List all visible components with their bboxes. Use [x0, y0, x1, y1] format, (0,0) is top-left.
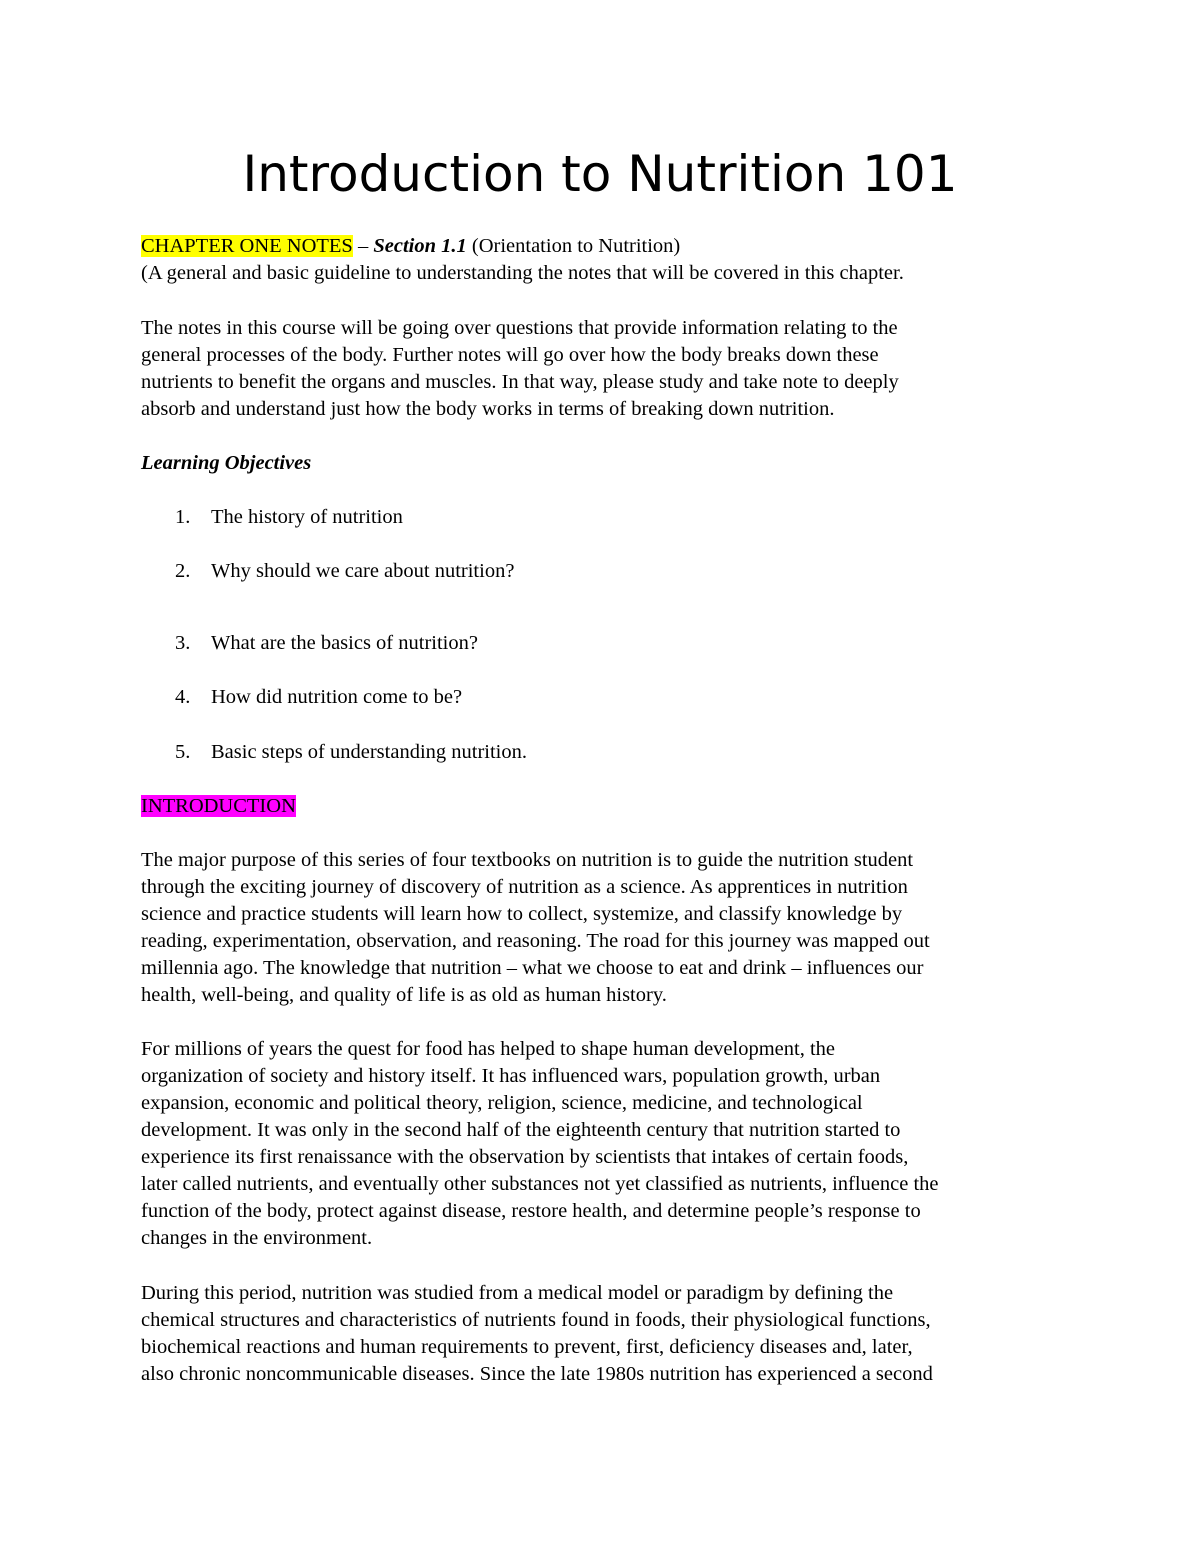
paragraph-line: The major purpose of this series of four textbooks on nutrition is to guide the nutrition student [141, 849, 914, 871]
paragraph-line: For millions of years the quest for food has helped to shape human development, the [141, 1038, 835, 1060]
introduction-paragraph-1 [141, 847, 1071, 1009]
paragraph-line: development. It was only in the second half of the eighteenth century that nutrition started to [141, 1119, 901, 1141]
paragraph-line: reading, experimentation, observation, and reasoning. The road for this journey was mapped out [141, 930, 930, 952]
list-text: The history of nutrition [211, 506, 403, 528]
chapter-line [141, 233, 1071, 260]
paragraph-line: experience its first renaissance with the observation by scientists that intakes of certain foods, [141, 1146, 909, 1168]
paragraph-line: function of the body, protect against disease, restore health, and determine people’s response to [141, 1200, 921, 1222]
chapter-subtitle: (A general and basic guideline to understanding the notes that will be covered in this chapter. [141, 262, 904, 284]
page-title: Introduction to Nutrition 101 [242, 145, 958, 203]
introduction-label: INTRODUCTION [141, 795, 296, 817]
introduction-paragraph-2 [141, 1036, 1071, 1252]
list-number: 5. [175, 741, 191, 763]
list-text: Why should we care about nutrition? [211, 560, 515, 582]
paragraph-line: absorb and understand just how the body works in terms of breaking down nutrition. [141, 398, 835, 420]
paragraph-line: organization of society and history itself. It has influenced wars, population growth, urban [141, 1065, 881, 1087]
paragraph-line: later called nutrients, and eventually other substances not yet classified as nutrients, influence the [141, 1173, 939, 1195]
paragraph-line: nutrients to benefit the organs and muscles. In that way, please study and take note to deeply [141, 371, 899, 393]
chapter-header [141, 233, 1071, 287]
chapter-label: CHAPTER ONE NOTES [141, 235, 353, 257]
paragraph-line: also chronic noncommunicable diseases. Since the late 1980s nutrition has experienced a second [141, 1363, 933, 1385]
section-number: Section 1.1 [373, 235, 467, 257]
paragraph-line: expansion, economic and political theory, religion, science, medicine, and technological [141, 1092, 863, 1114]
paragraph-line: During this period, nutrition was studied from a medical model or paradigm by defining the [141, 1282, 894, 1304]
chapter-dash: – [352, 235, 374, 257]
list-number: 1. [175, 506, 191, 528]
section-orientation: (Orientation to Nutrition) [466, 235, 681, 257]
list-text: How did nutrition come to be? [211, 686, 463, 708]
paragraph-line: millennia ago. The knowledge that nutrition – what we choose to eat and drink – influences our [141, 957, 924, 979]
paragraph-line: through the exciting journey of discovery of nutrition as a science. As apprentices in nutrition [141, 876, 908, 898]
list-text: What are the basics of nutrition? [211, 632, 478, 654]
paragraph-line: biochemical reactions and human requirements to prevent, first, deficiency diseases and, later, [141, 1336, 913, 1358]
paragraph-line: science and practice students will learn how to collect, systemize, and classify knowledge by [141, 903, 903, 925]
list-text: Basic steps of understanding nutrition. [211, 741, 527, 763]
objectives-heading: Learning Objectives [141, 452, 312, 474]
paragraph-line: changes in the environment. [141, 1227, 373, 1249]
list-number: 4. [175, 686, 191, 708]
intro-paragraph [141, 315, 1071, 423]
paragraph-line: general processes of the body. Further notes will go over how the body breaks down these [141, 344, 879, 366]
paragraph-line: The notes in this course will be going over questions that provide information relating to the [141, 317, 898, 339]
introduction-heading [141, 793, 1071, 820]
paragraph-line: health, well-being, and quality of life is as old as human history. [141, 984, 667, 1006]
list-number: 3. [175, 632, 191, 654]
list-number: 2. [175, 560, 191, 582]
introduction-paragraph-3 [141, 1280, 1071, 1388]
paragraph-line: chemical structures and characteristics of nutrients found in foods, their physiological functions, [141, 1309, 931, 1331]
